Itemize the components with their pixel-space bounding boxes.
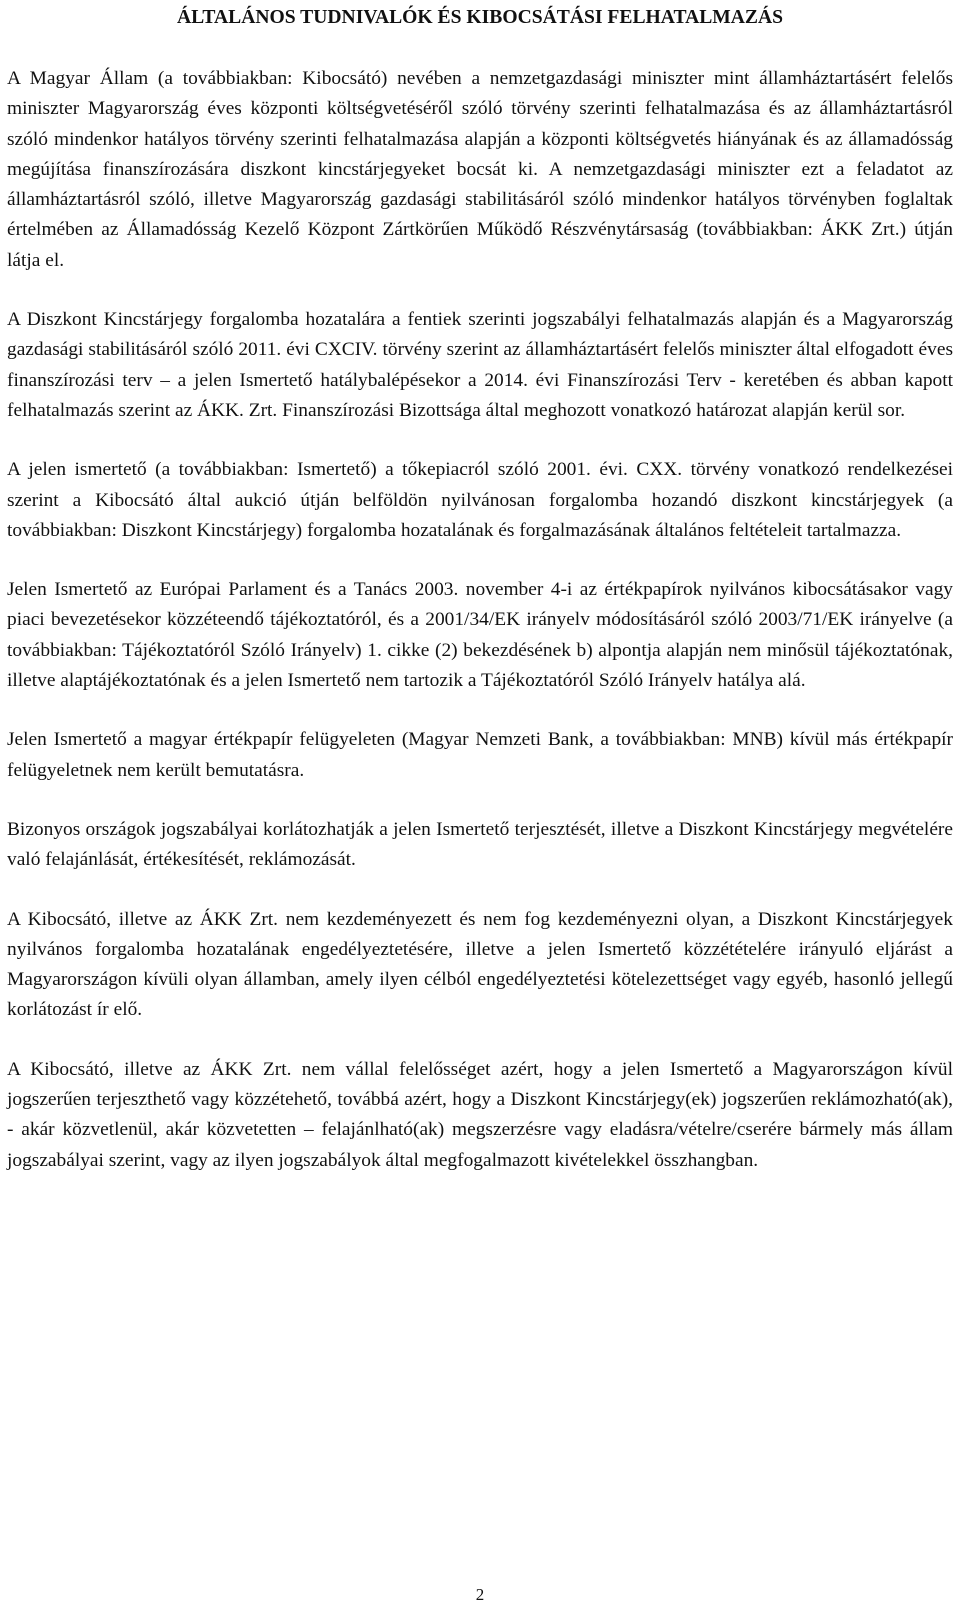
paragraph-supervision: Jelen Ismertető a magyar értékpapír felügyeleten (Magyar Nemzeti Bank, a továbbiakban: MNB) kívül más értékpapír felügyeletnek nem került bemutatásra. (7, 729, 953, 781)
document-body (7, 64, 953, 1205)
document-title: ÁLTALÁNOS TUDNIVALÓK ÉS KIBOCSÁTÁSI FELHATALMAZÁS (176, 7, 784, 28)
page-number: 2 (475, 1585, 485, 1604)
paragraph-issuance-authority: A Magyar Állam (a továbbiakban: Kibocsátó) nevében a nemzetgazdasági miniszter mint államháztartásért felelős miniszter Magyarország éves központi költségvetéséről szóló törvény szerinti felhatalmazása és az államháztartásról szóló mindenkor hatályos törvény szerinti felhatalmazása alapján a központi költségvetés hiányának és az államadósság megújítása finanszírozására diszkont kincstárjegyeket bocsát ki. A nemzetgazdasági miniszter ezt a feladatot az államháztartásról szóló, illetve Magyarország gazdasági stabilitásáról szóló mindenkor hatályos törvényben foglaltak értelmében az Államadósság Kezelő Központ Zártkörűen Működő Részvénytársaság (továbbiakban: ÁKK Zrt.) útján látja el. (7, 68, 953, 271)
paragraph-eu-directive: Jelen Ismertető az Európai Parlament és a Tanács 2003. november 4-i az értékpapírok nyilvános kibocsátásakor vagy piaci bevezetésekor közzéteendő tájékoztatóról, és a 2001/34/EK irányelv módosításáról szóló 2003/71/EK irányelve (a továbbiakban: Tájékoztatóról Szóló Irányelv) 1. cikke (2) bekezdésének b) alpontja alapján nem minősül tájékoztatónak, illetve alaptájékoztatónak és a jelen Ismertető nem tartozik a Tájékoztatóról Szóló Irányelv hatálya alá. (7, 579, 953, 692)
paragraph-restrictions: Bizonyos országok jogszabályai korlátozhatják a jelen Ismertető terjesztését, illetve a Diszkont Kincstárjegy megvételére való felajánlását, értékesítését, reklámozását. (7, 818, 953, 871)
paragraph-legal-basis: A Diszkont Kincstárjegy forgalomba hozatalára a fentiek szerinti jogszabályi felhatalmazás alapján és a Magyarország gazdasági stabilitásáról szóló 2011. évi CXCIV. törvény szerint az államháztartásért felelős miniszter által elfogadott éves finanszírozási terv – a jelen Ismertető hatálybalépésekor a 2014. évi Finanszírozási Terv - keretében és abban kapott felhatalmazás szerint az ÁKK. Zrt. Finanszírozási Bizottsága által meghozott vonatkozó határozat alapján kerül sor. (7, 309, 953, 421)
paragraph-prospectus-scope: A jelen ismertető (a továbbiakban: Ismertető) a tőkepiacról szóló 2001. évi. CXX. törvény vonatkozó rendelkezései szerint a Kibocsátó által aukció útján belföldön nyilvánosan forgalomba hozandó diszkont kincstárjegyek (a továbbiakban: Diszkont Kincstárjegy) forgalomba hozatalának és forgalmazásának általános feltételeit tartalmazza. (7, 459, 953, 541)
paragraph-no-foreign-registration: A Kibocsátó, illetve az ÁKK Zrt. nem kezdeményezett és nem fog kezdeményezni olyan, a Diszkont Kincstárjegyek nyilvános forgalomba hozatalának engedélyeztetésére, illetve a jelen Ismertető közzétételére irányuló eljárást a Magyarországon kívüli olyan államban, amely ilyen célból engedélyeztetési kötelezettséget vagy egyéb, hasonló jellegű korlátozást ír elő. (7, 908, 953, 1021)
paragraph-liability-disclaimer: A Kibocsátó, illetve az ÁKK Zrt. nem vállal felelősséget azért, hogy a jelen Ismertető a Magyarországon kívül jogszerűen terjeszthető vagy közzétehető, továbbá azért, hogy a Diszkont Kincstárjegy(ek) jogszerűen reklámozható(ak), - akár közvetlenül, akár közvetetten – felajánlható(ak) megszerzésre vagy eladásra/vételre/cserére bármely más állam jogszabályai szerint, vagy az ilyen jogszabályok által megfogalmazott kivételekkel összhangban. (7, 1058, 953, 1171)
